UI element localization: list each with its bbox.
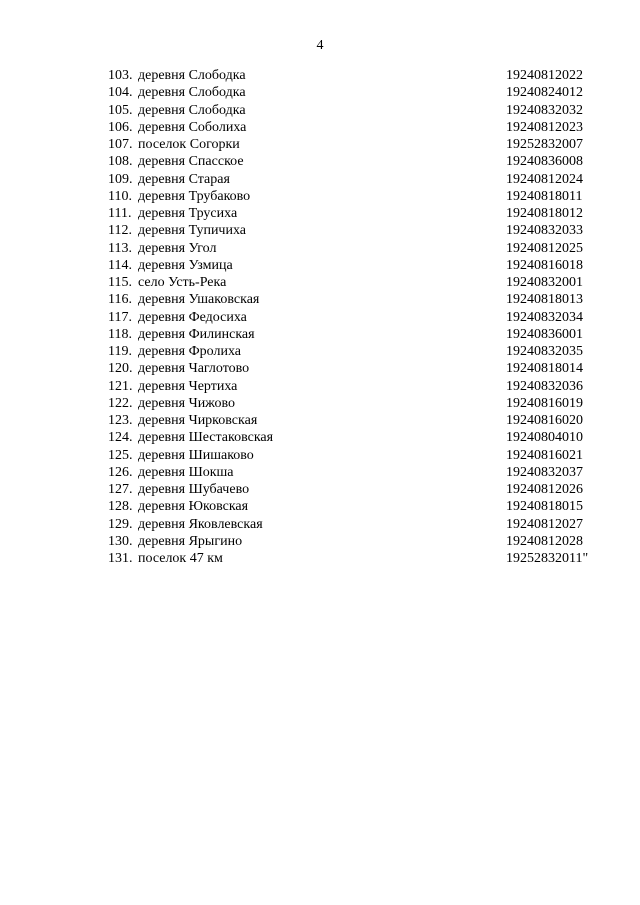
item-number: 109. — [108, 171, 133, 187]
list-item — [0, 153, 640, 170]
settlement-name: деревня Угол — [138, 240, 217, 256]
list-item — [0, 516, 640, 533]
item-number: 128. — [108, 499, 133, 515]
oktmo-code: 19240818012 — [506, 206, 583, 221]
settlement-name: деревня Федосиха — [138, 309, 247, 325]
oktmo-code: 19240804010 — [506, 430, 583, 446]
oktmo-code: 19240836001 — [506, 326, 583, 342]
settlement-name: деревня Яковлевская — [138, 516, 263, 532]
settlement-name: деревня Чаглотово — [138, 361, 250, 377]
item-number: 116. — [108, 292, 132, 308]
item-number: 113. — [108, 240, 132, 256]
settlement-name: деревня Юковская — [138, 499, 249, 515]
oktmo-code: 19240816019 — [506, 395, 583, 411]
oktmo-code: 19240836008 — [506, 154, 583, 170]
item-number: 130. — [108, 533, 133, 549]
item-number: 114. — [108, 257, 132, 273]
list-item — [0, 136, 640, 153]
settlement-name: деревня Филинская — [138, 326, 255, 342]
oktmo-code: 19240818013 — [506, 292, 583, 308]
settlement-name: деревня Спасское — [138, 154, 244, 170]
settlement-name: деревня Соболиха — [138, 119, 247, 135]
list-item — [0, 378, 640, 395]
list-item — [0, 464, 640, 481]
settlement-name: деревня Фролиха — [138, 344, 241, 359]
item-number: 119. — [108, 344, 132, 359]
settlement-name: деревня Старая — [138, 171, 230, 187]
item-number: 115. — [108, 275, 132, 290]
item-number: 118. — [108, 326, 132, 342]
item-number: 122. — [108, 395, 133, 411]
list-item — [0, 240, 640, 257]
list-item — [0, 429, 640, 446]
item-number: 121. — [108, 378, 133, 394]
list-item — [0, 533, 640, 550]
list-item — [0, 395, 640, 412]
item-number: 108. — [108, 154, 133, 170]
settlement-name: деревня Чижово — [138, 395, 236, 411]
settlement-name: деревня Чирковская — [138, 413, 258, 428]
oktmo-code: 19240832037 — [506, 464, 583, 480]
settlement-name: деревня Слободка — [138, 102, 246, 118]
oktmo-code: 19240818014 — [506, 361, 583, 377]
oktmo-code: 19252832007 — [506, 137, 583, 152]
oktmo-code: 19240812026 — [506, 482, 583, 497]
item-number: 111. — [108, 206, 132, 221]
list-item — [0, 119, 640, 136]
oktmo-code: 19240832001 — [506, 275, 583, 290]
item-number: 120. — [108, 361, 133, 377]
settlement-name: деревня Трусиха — [138, 206, 238, 221]
item-number: 106. — [108, 119, 133, 135]
oktmo-code: 19240832034 — [506, 309, 583, 325]
list-item — [0, 412, 640, 429]
list-item — [0, 291, 640, 308]
item-number: 123. — [108, 413, 133, 428]
oktmo-code: 19240812024 — [506, 171, 583, 187]
item-number: 131. — [108, 551, 133, 566]
list-item — [0, 171, 640, 188]
oktmo-code: 19240812027 — [506, 516, 583, 532]
settlement-name: поселок 47 км — [138, 551, 223, 566]
oktmo-code: 19240818015 — [506, 499, 583, 515]
settlement-list — [0, 67, 640, 567]
list-item — [0, 222, 640, 239]
list-item — [0, 550, 640, 567]
list-item — [0, 481, 640, 498]
list-item — [0, 309, 640, 326]
list-item — [0, 84, 640, 101]
settlement-name: деревня Ярыгино — [138, 533, 243, 549]
item-number: 107. — [108, 137, 133, 152]
oktmo-code: 19240816021 — [506, 447, 583, 463]
settlement-name: село Усть-Река — [138, 275, 227, 290]
item-number: 117. — [108, 309, 132, 325]
oktmo-code: 19240812023 — [506, 119, 583, 135]
oktmo-code: 19240824012 — [506, 85, 583, 101]
list-item — [0, 102, 640, 119]
item-number: 126. — [108, 464, 133, 480]
settlement-name: деревня Ушаковская — [138, 292, 260, 308]
item-number: 129. — [108, 516, 133, 532]
oktmo-code: 19252832011" — [506, 551, 589, 566]
oktmo-code: 19240812022 — [506, 68, 583, 83]
settlement-name: деревня Шестаковская — [138, 430, 274, 446]
list-item — [0, 274, 640, 291]
oktmo-code: 19240832036 — [506, 378, 583, 394]
settlement-name: поселок Согорки — [138, 137, 240, 152]
oktmo-code: 19240832032 — [506, 102, 583, 118]
item-number: 104. — [108, 85, 133, 101]
list-item — [0, 498, 640, 515]
oktmo-code: 19240812028 — [506, 533, 583, 549]
settlement-name: деревня Шишаково — [138, 447, 254, 463]
item-number: 127. — [108, 482, 133, 497]
oktmo-code: 19240818011 — [506, 188, 583, 204]
list-item — [0, 205, 640, 222]
settlement-name: деревня Слободка — [138, 68, 246, 83]
oktmo-code: 19240812025 — [506, 240, 583, 256]
list-item — [0, 343, 640, 360]
oktmo-code: 19240816018 — [506, 257, 583, 273]
oktmo-code: 19240832033 — [506, 223, 583, 239]
item-number: 103. — [108, 68, 133, 83]
list-item — [0, 188, 640, 205]
item-number: 110. — [108, 188, 132, 204]
settlement-name: деревня Слободка — [138, 85, 246, 101]
list-item — [0, 257, 640, 274]
oktmo-code: 19240832035 — [506, 344, 583, 359]
settlement-name: деревня Шубачево — [138, 482, 250, 497]
settlement-name: деревня Тупичиха — [138, 223, 246, 239]
settlement-name: деревня Чертиха — [138, 378, 238, 394]
oktmo-code: 19240816020 — [506, 413, 583, 428]
settlement-name: деревня Узмица — [138, 257, 233, 273]
list-item — [0, 360, 640, 377]
page-number: 4 — [316, 38, 324, 53]
item-number: 105. — [108, 102, 133, 118]
item-number: 112. — [108, 223, 132, 239]
list-item — [0, 326, 640, 343]
item-number: 125. — [108, 447, 133, 463]
settlement-name: деревня Шокша — [138, 464, 234, 480]
item-number: 124. — [108, 430, 133, 446]
list-item — [0, 67, 640, 84]
settlement-name: деревня Трубаково — [138, 188, 251, 204]
list-item — [0, 447, 640, 464]
